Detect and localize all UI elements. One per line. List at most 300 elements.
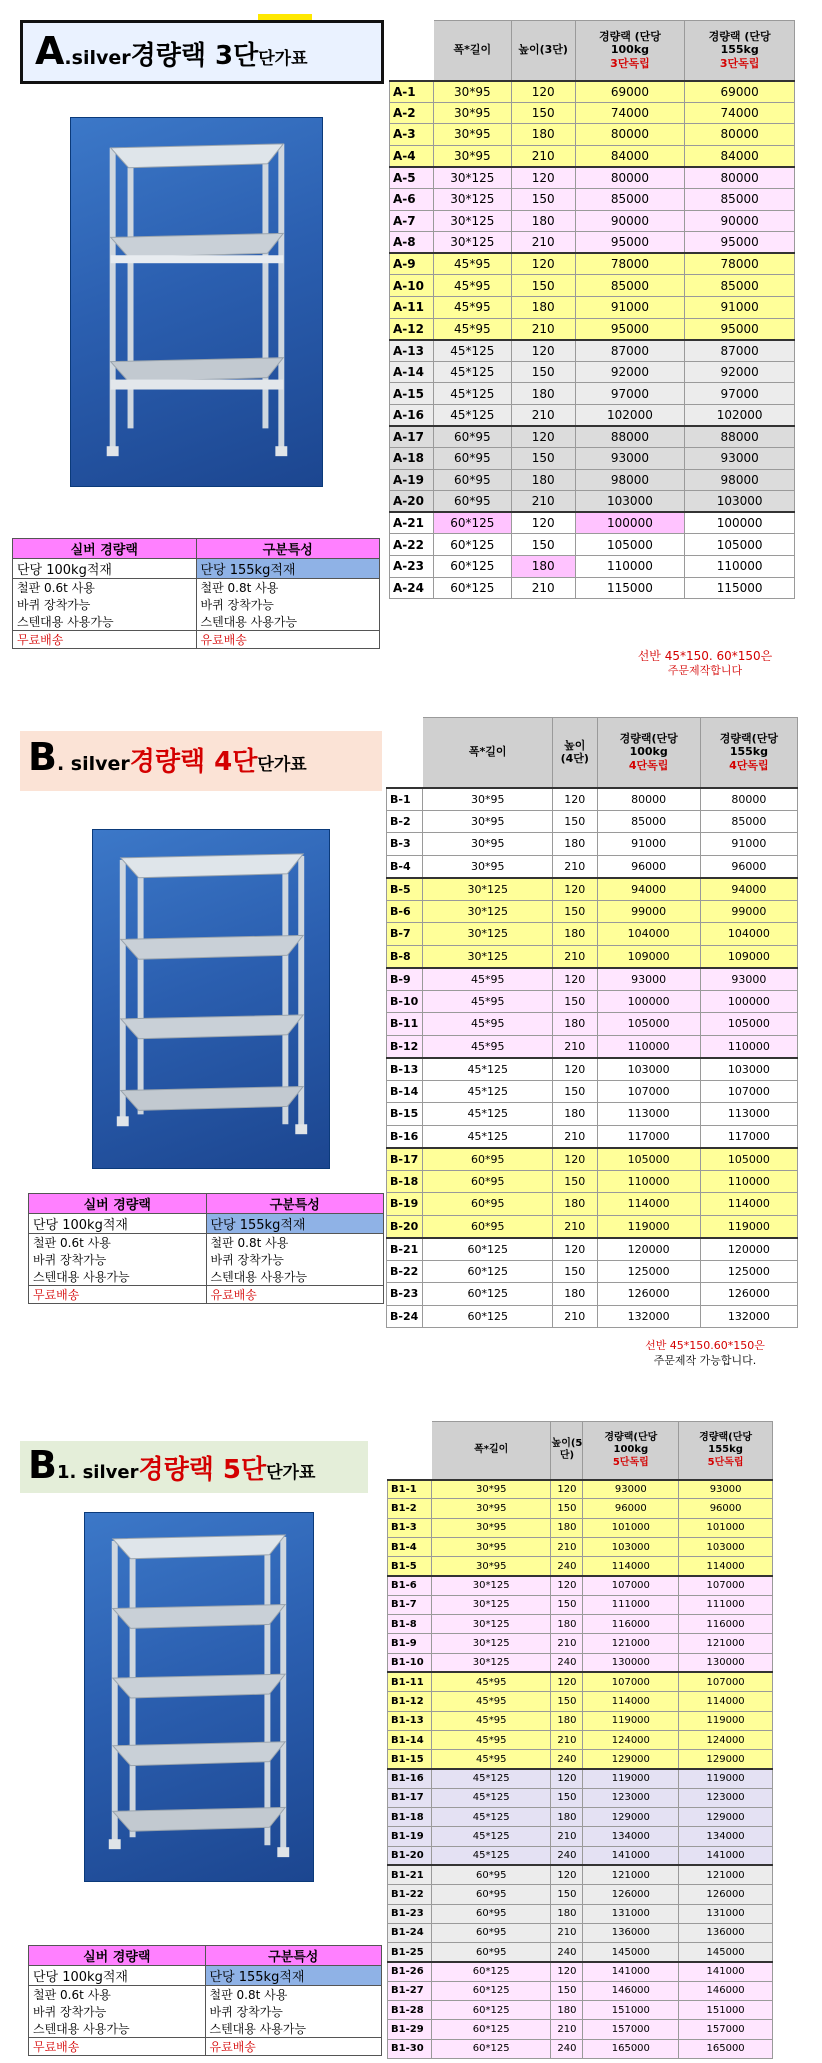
height-cell: 120 — [553, 1238, 598, 1261]
price-cell: 85000 — [575, 275, 685, 297]
size-cell: 45*95 — [431, 1750, 551, 1769]
spec-cell: 철판 0.8t 사용 — [196, 579, 380, 597]
model-code: B1-5 — [388, 1557, 432, 1576]
size-cell: 45*95 — [433, 253, 511, 275]
height-cell: 210 — [553, 1305, 598, 1328]
height-cell: 210 — [553, 1035, 598, 1058]
price-cell: 85000 — [597, 810, 700, 833]
spec-cell: 철판 0.6t 사용 — [13, 579, 197, 597]
size-cell: 60*95 — [433, 491, 511, 513]
price-table-b1 — [387, 1421, 773, 2059]
size-cell: 30*95 — [431, 1518, 551, 1537]
spec-sub-right: 단당 155kg적재 — [196, 559, 380, 579]
model-code: B1-19 — [388, 1827, 432, 1846]
price-cell: 121000 — [583, 1865, 679, 1884]
price-cell: 99000 — [700, 900, 797, 923]
title-b — [20, 731, 382, 791]
title-letter: B — [28, 735, 57, 779]
size-cell: 45*125 — [423, 1058, 553, 1081]
model-code: B1-30 — [388, 2039, 432, 2058]
table-row — [390, 296, 795, 318]
size-cell: 30*95 — [431, 1557, 551, 1576]
price-cell: 91000 — [700, 833, 797, 856]
table-row — [387, 1238, 798, 1261]
spec-delivery-paid: 유료배송 — [205, 2038, 382, 2056]
table-row — [388, 1711, 773, 1730]
price-cell: 69000 — [575, 81, 685, 103]
price-cell: 87000 — [575, 340, 685, 362]
price-cell: 141000 — [583, 1962, 679, 1981]
spec-cell: 철판 0.6t 사용 — [29, 1986, 206, 2004]
price-header-row — [388, 1422, 773, 1480]
table-row — [387, 1215, 798, 1238]
product-photo-b — [92, 829, 330, 1169]
model-code: B-9 — [387, 968, 423, 991]
title-main: 경량랙 3단 — [130, 41, 259, 71]
model-code: B-21 — [387, 1238, 423, 1261]
size-cell: 45*95 — [433, 275, 511, 297]
price-cell: 145000 — [583, 1943, 679, 1962]
size-cell: 30*95 — [423, 855, 553, 878]
price-cell: 114000 — [679, 1557, 773, 1576]
height-cell: 150 — [551, 1981, 583, 2000]
height-cell: 120 — [511, 426, 575, 448]
table-row — [390, 469, 795, 491]
model-code: B1-18 — [388, 1808, 432, 1827]
model-code: B1-3 — [388, 1518, 432, 1537]
price-cell: 151000 — [679, 2001, 773, 2020]
spec-cell: 바퀴 장착가능 — [13, 596, 197, 613]
price-cell: 134000 — [679, 1827, 773, 1846]
model-code: A-14 — [390, 361, 434, 383]
price-cell: 105000 — [685, 534, 795, 556]
size-cell: 60*95 — [431, 1923, 551, 1942]
price-cell: 96000 — [679, 1499, 773, 1518]
price-cell: 84000 — [685, 145, 795, 167]
height-cell: 120 — [511, 167, 575, 189]
column-header: 폭*길이 — [431, 1422, 551, 1480]
price-cell: 130000 — [679, 1653, 773, 1672]
price-cell: 102000 — [575, 404, 685, 426]
price-cell: 119000 — [583, 1769, 679, 1788]
price-cell: 90000 — [575, 210, 685, 232]
height-cell: 180 — [511, 210, 575, 232]
price-header-row — [390, 21, 795, 81]
size-cell: 45*95 — [423, 1013, 553, 1036]
column-header: 폭*길이 — [423, 718, 553, 788]
price-cell: 157000 — [679, 2020, 773, 2039]
title-letter: B — [28, 1443, 57, 1487]
table-row — [388, 1653, 773, 1672]
size-cell: 45*95 — [431, 1711, 551, 1730]
price-cell: 110000 — [597, 1170, 700, 1193]
height-cell: 150 — [553, 1260, 598, 1283]
size-cell: 45*125 — [423, 1103, 553, 1126]
price-cell: 119000 — [597, 1215, 700, 1238]
table-row — [387, 788, 798, 811]
column-header: 높이(5 단) — [551, 1422, 583, 1480]
table-row — [388, 1769, 773, 1788]
price-header-row — [387, 718, 798, 788]
price-cell: 126000 — [700, 1283, 797, 1306]
price-cell: 111000 — [679, 1595, 773, 1614]
size-cell: 60*95 — [431, 1943, 551, 1962]
price-cell: 114000 — [583, 1692, 679, 1711]
height-cell: 150 — [553, 990, 598, 1013]
model-code: B1-26 — [388, 1962, 432, 1981]
size-cell: 30*125 — [423, 900, 553, 923]
size-cell: 45*125 — [433, 383, 511, 405]
size-cell: 60*125 — [431, 1981, 551, 2000]
table-row — [390, 491, 795, 513]
size-cell: 30*125 — [431, 1615, 551, 1634]
table-row — [387, 968, 798, 991]
model-code: A-7 — [390, 210, 434, 232]
model-code: B-11 — [387, 1013, 423, 1036]
price-cell: 93000 — [679, 1480, 773, 1499]
note-line-1: 선반 45*150. 60*150은 — [637, 649, 773, 663]
size-cell: 60*125 — [433, 534, 511, 556]
model-code: B1-2 — [388, 1499, 432, 1518]
price-cell: 131000 — [583, 1904, 679, 1923]
price-cell: 110000 — [597, 1035, 700, 1058]
model-code: B1-22 — [388, 1885, 432, 1904]
model-code: B-24 — [387, 1305, 423, 1328]
spec-cell: 스텐대용 사용가능 — [29, 2020, 206, 2038]
price-cell: 121000 — [679, 1634, 773, 1653]
height-cell: 240 — [551, 1846, 583, 1865]
table-row — [387, 1170, 798, 1193]
rack-5-tier-icon — [85, 1513, 313, 1881]
price-cell: 151000 — [583, 2001, 679, 2020]
size-cell: 45*125 — [431, 1827, 551, 1846]
model-code: B-15 — [387, 1103, 423, 1126]
title-letter: A — [35, 29, 65, 73]
size-cell: 45*125 — [433, 404, 511, 426]
table-row — [387, 1103, 798, 1126]
table-row — [388, 1537, 773, 1556]
height-cell: 210 — [551, 2020, 583, 2039]
model-code: B1-14 — [388, 1730, 432, 1749]
size-cell: 45*125 — [423, 1125, 553, 1148]
spec-cell: 스텐대용 사용가능 — [205, 2020, 382, 2038]
spec-header-left: 실버 경량랙 — [13, 539, 197, 559]
size-cell: 45*95 — [431, 1672, 551, 1691]
price-cell: 129000 — [583, 1750, 679, 1769]
column-header: 폭*길이 — [433, 21, 511, 81]
table-row — [390, 102, 795, 124]
price-cell: 131000 — [679, 1904, 773, 1923]
price-cell: 119000 — [679, 1769, 773, 1788]
model-code: B1-29 — [388, 2020, 432, 2039]
price-cell: 113000 — [597, 1103, 700, 1126]
model-code: B-17 — [387, 1148, 423, 1171]
height-cell: 180 — [551, 1615, 583, 1634]
price-cell: 146000 — [679, 1981, 773, 2000]
model-code: B-18 — [387, 1170, 423, 1193]
height-cell: 120 — [551, 1480, 583, 1499]
table-row — [388, 1788, 773, 1807]
title-suffix: 단가표 — [266, 1463, 316, 1483]
height-cell: 180 — [551, 1904, 583, 1923]
price-cell: 100000 — [700, 990, 797, 1013]
height-cell: 210 — [553, 855, 598, 878]
header-corner — [390, 21, 434, 81]
height-cell: 180 — [553, 1103, 598, 1126]
price-cell: 107000 — [583, 1672, 679, 1691]
spec-header-left: 실버 경량랙 — [29, 1946, 206, 1966]
height-cell: 120 — [553, 1148, 598, 1171]
height-cell: 180 — [511, 296, 575, 318]
size-cell: 60*95 — [423, 1193, 553, 1216]
height-cell: 180 — [551, 1711, 583, 1730]
price-cell: 110000 — [685, 556, 795, 578]
price-cell: 132000 — [700, 1305, 797, 1328]
height-cell: 180 — [553, 833, 598, 856]
size-cell: 60*125 — [431, 2039, 551, 2058]
model-code: B1-28 — [388, 2001, 432, 2020]
spec-cell: 스텐대용 사용가능 — [196, 613, 380, 631]
price-cell: 114000 — [597, 1193, 700, 1216]
table-row — [388, 1730, 773, 1749]
size-cell: 60*125 — [431, 2020, 551, 2039]
price-cell: 97000 — [575, 383, 685, 405]
title-main: 경량랙 4단 — [129, 747, 258, 777]
model-code: B1-16 — [388, 1769, 432, 1788]
price-cell: 93000 — [700, 968, 797, 991]
size-cell: 30*125 — [431, 1634, 551, 1653]
size-cell: 30*125 — [433, 188, 511, 210]
price-cell: 102000 — [685, 404, 795, 426]
header-corner — [387, 718, 423, 788]
table-row — [387, 833, 798, 856]
size-cell: 45*125 — [423, 1080, 553, 1103]
model-code: B1-25 — [388, 1943, 432, 1962]
spec-cell: 철판 0.8t 사용 — [206, 1234, 384, 1252]
price-cell: 103000 — [597, 1058, 700, 1081]
model-code: B1-23 — [388, 1904, 432, 1923]
spec-sub-right: 단당 155kg적재 — [206, 1214, 384, 1234]
price-cell: 100000 — [685, 512, 795, 534]
model-code: A-22 — [390, 534, 434, 556]
table-row — [390, 188, 795, 210]
size-cell: 30*125 — [433, 167, 511, 189]
price-cell: 119000 — [679, 1711, 773, 1730]
price-cell: 120000 — [700, 1238, 797, 1261]
spec-header-right: 구분특성 — [205, 1946, 382, 1966]
model-code: B-7 — [387, 923, 423, 946]
height-cell: 210 — [511, 577, 575, 599]
price-cell: 91000 — [575, 296, 685, 318]
table-row — [388, 1865, 773, 1884]
model-code: A-2 — [390, 102, 434, 124]
table-row — [388, 1904, 773, 1923]
size-cell: 30*95 — [433, 81, 511, 103]
table-row — [387, 1148, 798, 1171]
size-cell: 30*125 — [431, 1595, 551, 1614]
price-cell: 101000 — [583, 1518, 679, 1537]
model-code: B1-11 — [388, 1672, 432, 1691]
size-cell: 30*95 — [431, 1537, 551, 1556]
size-cell: 60*125 — [423, 1283, 553, 1306]
model-code: A-16 — [390, 404, 434, 426]
price-cell: 95000 — [575, 232, 685, 254]
table-row — [388, 1615, 773, 1634]
price-cell: 78000 — [575, 253, 685, 275]
price-cell: 74000 — [685, 102, 795, 124]
model-code: B1-10 — [388, 1653, 432, 1672]
height-cell: 210 — [511, 145, 575, 167]
size-cell: 45*125 — [433, 361, 511, 383]
model-code: A-15 — [390, 383, 434, 405]
section-b — [0, 705, 822, 1395]
price-cell: 121000 — [679, 1865, 773, 1884]
model-code: A-10 — [390, 275, 434, 297]
model-code: B-5 — [387, 878, 423, 901]
model-code: B1-12 — [388, 1692, 432, 1711]
size-cell: 30*95 — [431, 1499, 551, 1518]
size-cell: 30*125 — [431, 1576, 551, 1595]
price-table-a — [389, 20, 795, 599]
height-cell: 210 — [553, 1215, 598, 1238]
height-cell: 210 — [511, 318, 575, 340]
size-cell: 30*125 — [433, 210, 511, 232]
model-code: B-16 — [387, 1125, 423, 1148]
model-code: B1-1 — [388, 1480, 432, 1499]
height-cell: 150 — [511, 102, 575, 124]
size-cell: 30*95 — [423, 810, 553, 833]
table-row — [388, 1595, 773, 1614]
model-code: B-12 — [387, 1035, 423, 1058]
height-cell: 240 — [551, 2039, 583, 2058]
height-cell: 150 — [511, 275, 575, 297]
price-cell: 98000 — [575, 469, 685, 491]
price-cell: 95000 — [575, 318, 685, 340]
price-cell: 129000 — [679, 1808, 773, 1827]
size-cell: 30*125 — [431, 1653, 551, 1672]
title-silver: 1. silver — [56, 1462, 139, 1483]
price-cell: 117000 — [597, 1125, 700, 1148]
rack-4-tier-icon — [93, 830, 329, 1168]
height-cell: 180 — [553, 923, 598, 946]
title-silver: . silver — [56, 753, 130, 775]
price-cell: 136000 — [583, 1923, 679, 1942]
height-cell: 150 — [553, 900, 598, 923]
height-cell: 180 — [553, 1013, 598, 1036]
price-cell: 107000 — [597, 1080, 700, 1103]
height-cell: 180 — [553, 1193, 598, 1216]
price-cell: 110000 — [700, 1170, 797, 1193]
spec-cell: 스텐대용 사용가능 — [29, 1268, 207, 1286]
table-row — [387, 1080, 798, 1103]
price-cell: 80000 — [575, 124, 685, 146]
model-code: B1-13 — [388, 1711, 432, 1730]
table-row — [390, 448, 795, 470]
price-cell: 98000 — [685, 469, 795, 491]
size-cell: 60*95 — [423, 1148, 553, 1171]
model-code: B1-15 — [388, 1750, 432, 1769]
spec-sub-left: 단당 100kg적재 — [13, 559, 197, 579]
spec-delivery-free: 무료배송 — [29, 2038, 206, 2056]
height-cell: 120 — [511, 253, 575, 275]
table-row — [388, 1576, 773, 1595]
price-cell: 90000 — [685, 210, 795, 232]
price-cell: 119000 — [700, 1215, 797, 1238]
model-code: B-23 — [387, 1283, 423, 1306]
price-cell: 126000 — [679, 1885, 773, 1904]
size-cell: 45*125 — [431, 1808, 551, 1827]
table-row — [387, 1058, 798, 1081]
size-cell: 45*95 — [423, 968, 553, 991]
price-cell: 114000 — [679, 1692, 773, 1711]
model-code: A-6 — [390, 188, 434, 210]
table-row — [388, 1827, 773, 1846]
note-line-2: 주문제작합니다 — [667, 664, 743, 678]
height-cell: 120 — [551, 1576, 583, 1595]
table-row — [390, 253, 795, 275]
note-b — [605, 1339, 805, 1369]
height-cell: 210 — [511, 491, 575, 513]
column-header: 경량랙(단당 100kg 5단독립 — [583, 1422, 679, 1480]
price-cell: 100000 — [597, 990, 700, 1013]
price-cell: 145000 — [679, 1943, 773, 1962]
model-code: B-19 — [387, 1193, 423, 1216]
size-cell: 45*125 — [431, 1769, 551, 1788]
price-cell: 87000 — [685, 340, 795, 362]
table-row — [387, 810, 798, 833]
table-row — [390, 318, 795, 340]
spec-sub-left: 단당 100kg적재 — [29, 1966, 206, 1986]
price-cell: 91000 — [685, 296, 795, 318]
price-cell: 85000 — [575, 188, 685, 210]
table-row — [390, 556, 795, 578]
height-cell: 150 — [511, 361, 575, 383]
height-cell: 120 — [551, 1962, 583, 1981]
height-cell: 180 — [511, 124, 575, 146]
price-cell: 165000 — [679, 2039, 773, 2058]
price-cell: 141000 — [679, 1962, 773, 1981]
spec-delivery-free: 무료배송 — [13, 631, 197, 649]
height-cell: 210 — [553, 1125, 598, 1148]
height-cell: 210 — [551, 1537, 583, 1556]
model-code: B1-17 — [388, 1788, 432, 1807]
size-cell: 60*95 — [423, 1170, 553, 1193]
height-cell: 150 — [511, 534, 575, 556]
size-cell: 60*125 — [423, 1305, 553, 1328]
height-cell: 120 — [551, 1865, 583, 1884]
height-cell: 120 — [553, 968, 598, 991]
table-row — [387, 990, 798, 1013]
model-code: B-20 — [387, 1215, 423, 1238]
price-cell: 132000 — [597, 1305, 700, 1328]
model-code: A-9 — [390, 253, 434, 275]
table-row — [388, 1923, 773, 1942]
height-cell: 180 — [551, 2001, 583, 2020]
column-header: 높이(3단) — [511, 21, 575, 81]
price-cell: 134000 — [583, 1827, 679, 1846]
price-cell: 123000 — [583, 1788, 679, 1807]
price-cell: 105000 — [700, 1148, 797, 1171]
height-cell: 120 — [511, 340, 575, 362]
table-row — [390, 383, 795, 405]
model-code: A-24 — [390, 577, 434, 599]
height-cell: 120 — [551, 1672, 583, 1691]
price-cell: 93000 — [685, 448, 795, 470]
price-cell: 93000 — [575, 448, 685, 470]
height-cell: 210 — [511, 232, 575, 254]
table-row — [388, 1499, 773, 1518]
table-row — [388, 1846, 773, 1865]
